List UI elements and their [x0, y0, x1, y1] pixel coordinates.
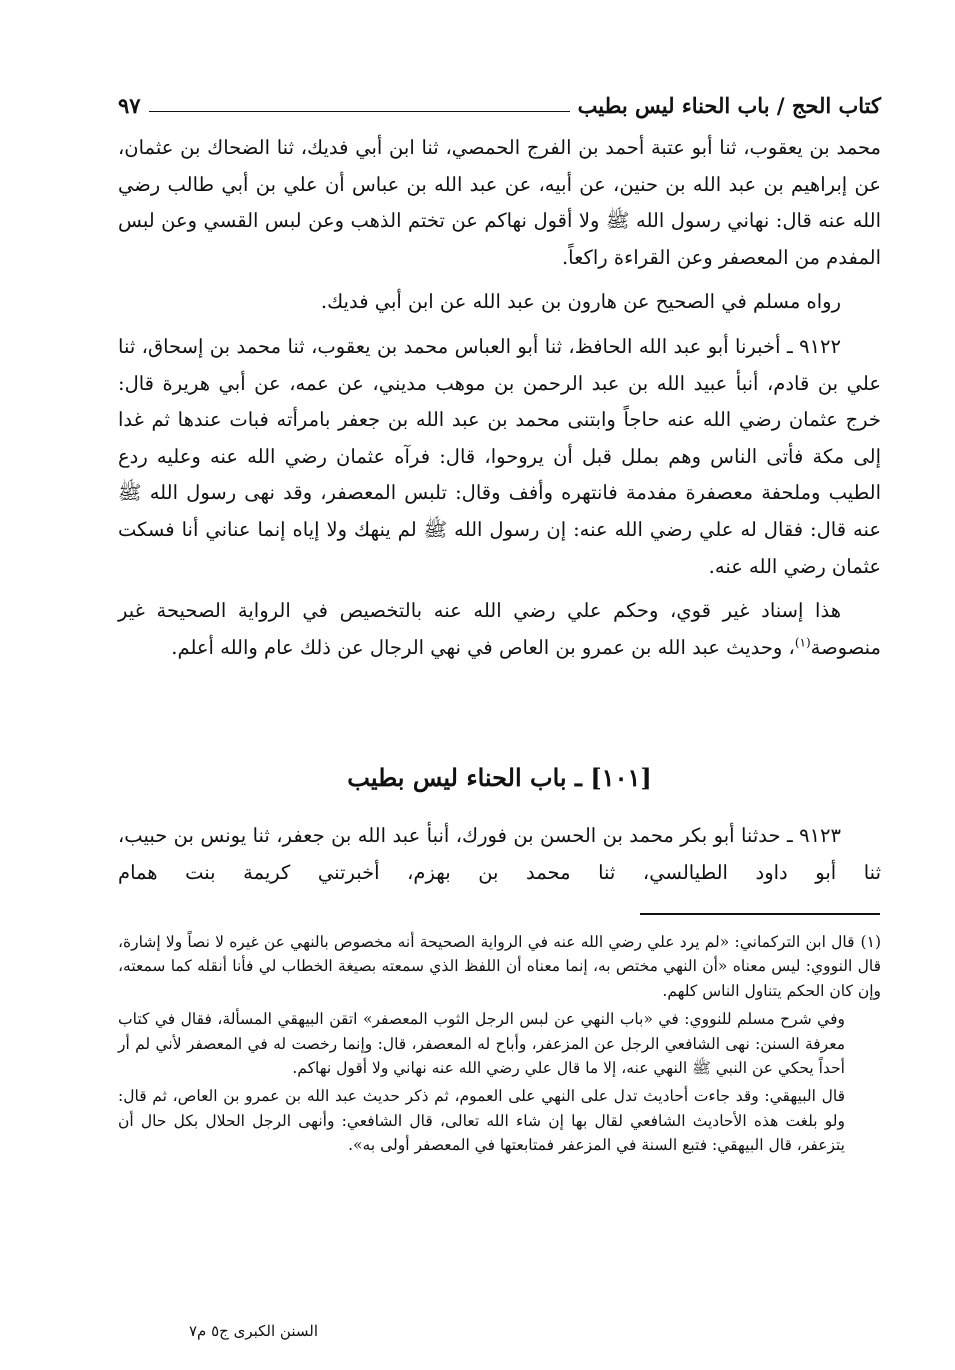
commentary-part-2: ، وحديث عبد الله بن عمرو بن العاص في نهي الرجال عن ذلك عام والله أعلم.	[171, 635, 795, 659]
footnote-reference: (١)	[794, 635, 811, 650]
hadith-9123: ٩١٢٣ ـ حدثنا أبو بكر محمد بن الحسن بن فورك، أنبأ عبد الله بن جعفر، ثنا يونس بن حبيب، ثنا أبو داود الطيالسي، ثنا محمد بن بهزم، أخبرتني كريمة بنت همام	[118, 824, 881, 884]
footnote-1-part-c: قال البيهقي: وقد جاءت أحاديث تدل على النهي على العموم، ثم ذكر حديث عبد الله بن عمرو بن العاص، ثم قال: ولو بلغت هذه الأحاديث الشافعي لقال بها إن شاء الله تعالى، قال الشافعي: وأنهى الرجل الحلال بكل حال أن يتزعفر، قال البيهقي: فتبع السنة في المزعفر فمتابعتها في المعصفر أولى به».	[118, 1087, 845, 1155]
page-number: ٩٧	[118, 93, 141, 118]
footnotes	[118, 930, 881, 1162]
paragraph-commentary	[118, 593, 881, 666]
running-title: كتاب الحج / باب الحناء ليس بطيب	[577, 93, 881, 118]
hadith-9122: ٩١٢٢ ـ أخبرنا أبو عبد الله الحافظ، ثنا أبو العباس محمد بن يعقوب، ثنا محمد بن إسحاق، ثنا علي بن قادم، أنبأ عبيد الله بن عبد الرحمن بن موهب مديني، عن عمه، عن أبي هريرة قال: خرج عثمان رضي الله عنه حاجاً وابتنى محمد بن عبد الله بن جعفر بامرأته فبات عندها ثم غدا إلى مكة فأتى الناس وهم بملل قبل أن يروحوا، قال: فرآه عثمان رضي الله عنه وعليه ردع الطيب وملحفة معصفرة مفدمة فانتهره وأفف وقال: تلبس المعصفر، وقد نهى رسول الله ﷺ عنه قال: فقال له علي رضي الله عنه: إن رسول الله ﷺ لم ينهك ولا إياه إنما عناني أنا فسكت عثمان رضي الله عنه.	[118, 334, 881, 578]
page-header	[118, 84, 881, 120]
footnote-1	[118, 930, 881, 1003]
footnote-1-part-b: وفي شرح مسلم للنووي: في «باب النهي عن لبس الرجل الثوب المعصفر» اتقن البيهقي المسألة، فقال في كتاب معرفة السنن: نهى الشافعي الرجل عن المزعفر، وأباح له المعصفر، قال: وإنما رخصت له في المعصفر لأني لم أر أحداً يحكي عن النبي ﷺ النهي عنه، إلا ما قال علي رضي الله عنه نهاني ولا أقول نهاكم.	[118, 1010, 845, 1078]
header-rule	[149, 111, 570, 112]
chapter-heading: [١٠١] ـ باب الحناء ليس بطيب	[347, 763, 652, 792]
main-text-continued	[118, 818, 881, 891]
footnote-1-part-a: قال ابن التركماني: «لم يرد علي رضي الله عنه في الرواية الصحيحة أنه مخصوص بالنهي عن غيره لا نصاً ولا إشارة، قال النووي: ليس معناه «أن النهي مختص به، إنما معناه أن اللفظ الذي سمعته بصيغة الخطاب لي فأنا أنقله كما سمعته، وإن كان الحكم يتناول الناس كلهم.	[118, 933, 881, 1000]
paragraph-narration-note: رواه مسلم في الصحيح عن هارون بن عبد الله عن ابن أبي فديك.	[320, 290, 841, 314]
main-text	[118, 130, 881, 674]
commentary-part-1: هذا إسناد غير قوي، وحكم علي رضي الله عنه بالتخصيص في الرواية الصحيحة غير منصوصة	[118, 599, 881, 659]
paragraph-continued: محمد بن يعقوب، ثنا أبو عتبة أحمد بن الفرج الحمصي، ثنا ابن أبي فديك، ثنا الضحاك بن عثمان، عن إبراهيم بن عبد الله بن حنين، عن أبيه، عن عبد الله بن عباس أن علي بن أبي طالب رضي الله عنه قال: نهاني رسول الله ﷺ ولا أقول نهاكم عن تختم الذهب وعن لبس القسي وعن لبس المفدم من المعصفر وعن القراءة راكعاً.	[118, 136, 881, 269]
page-signature: السنن الكبرى ج٥ م٧	[188, 1322, 318, 1340]
footnote-separator	[640, 913, 880, 915]
footnote-marker: (١)	[860, 933, 881, 951]
